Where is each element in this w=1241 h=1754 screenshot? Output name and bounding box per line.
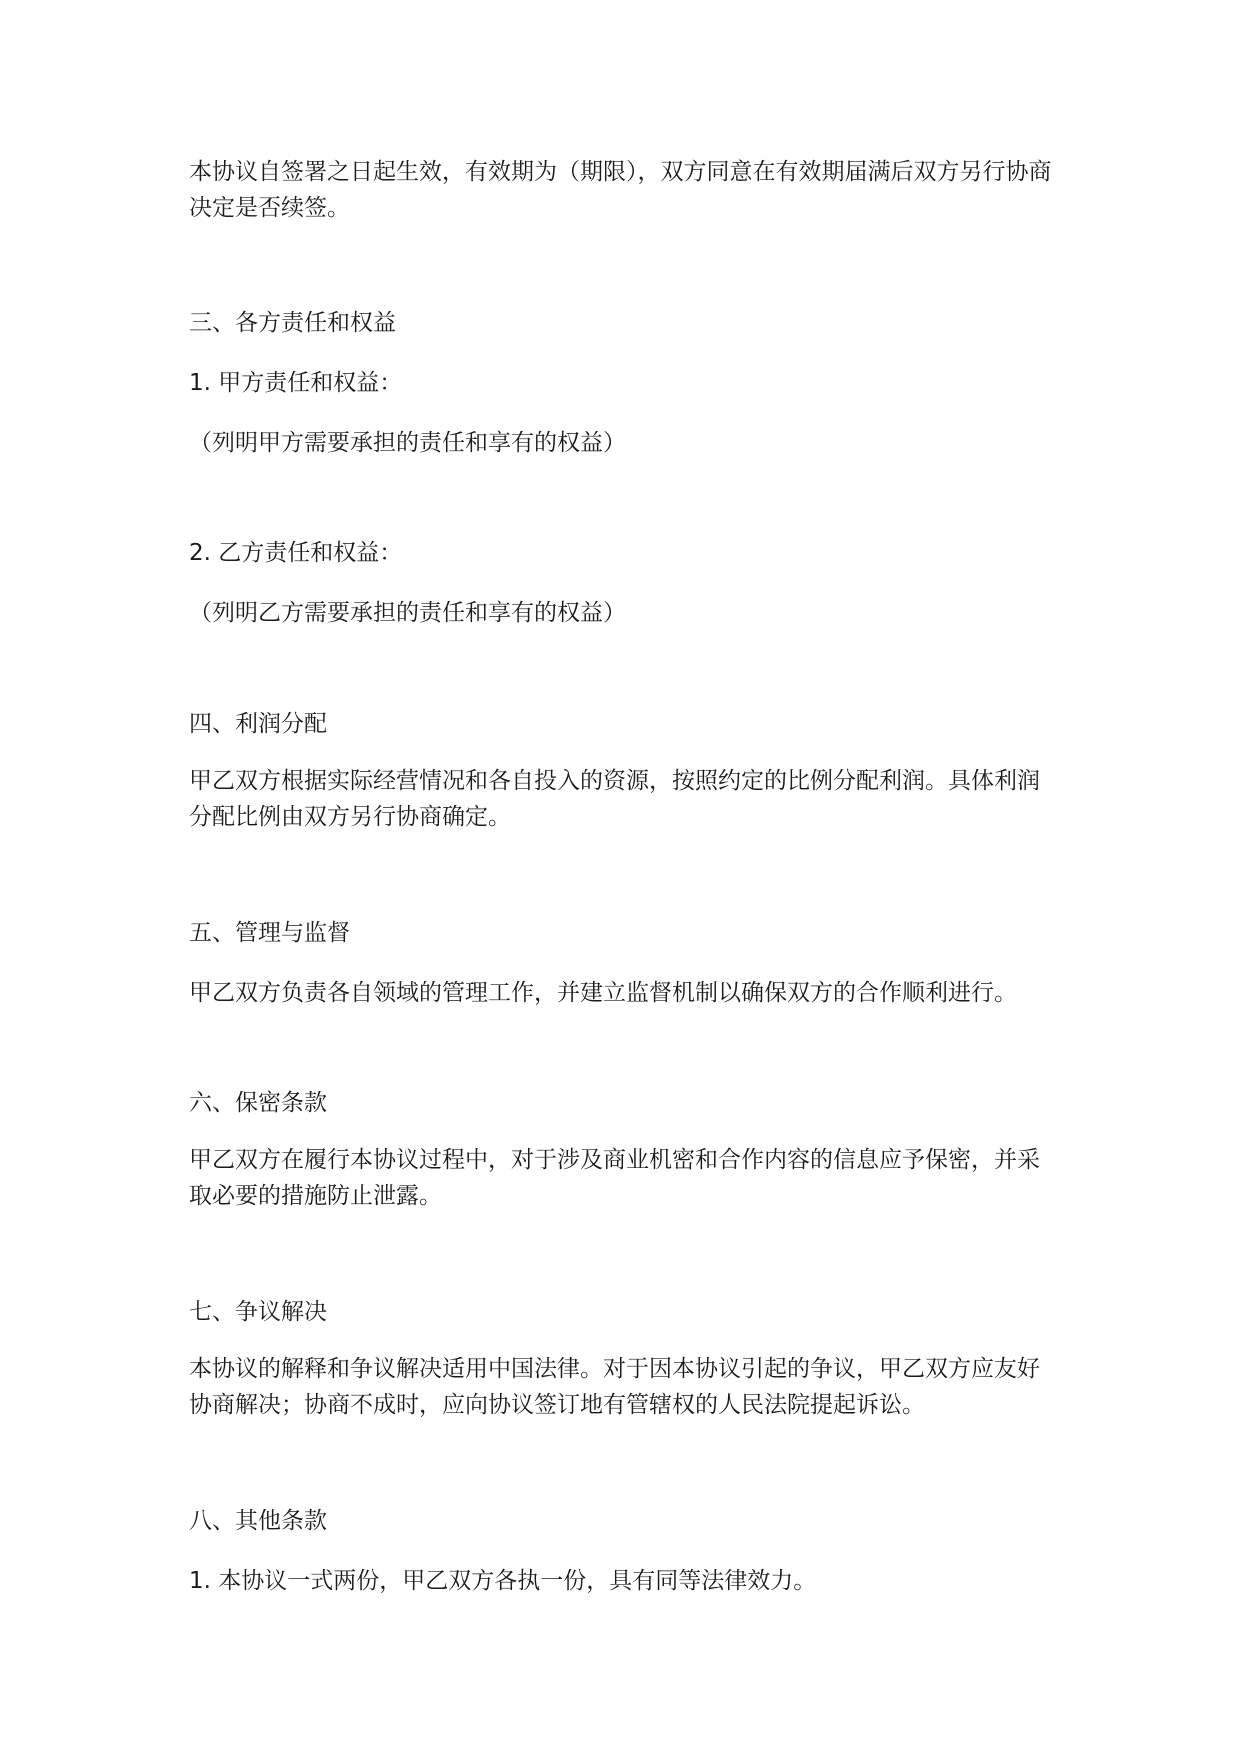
section-3-item-2-text: （列明乙方需要承担的责任和享有的权益） xyxy=(189,600,626,626)
section-3-item-1-text: （列明甲方需要承担的责任和享有的权益） xyxy=(189,430,626,456)
section-6-body: 甲乙双方在履行本协议过程中，对于涉及商业机密和合作内容的信息应予保密，并采取必要的措施防止泄露。 xyxy=(189,1147,1040,1209)
section-8-item-1: 1. 本协议一式两份，甲乙双方各执一份，具有同等法律效力。 xyxy=(189,1568,817,1594)
section-6-heading: 六、保密条款 xyxy=(189,1090,327,1116)
section-4-body: 甲乙双方根据实际经营情况和各自投入的资源，按照约定的比例分配利润。具体利润分配比例由双方另行协商确定。 xyxy=(189,768,1040,830)
section-3-item-1-label: 1. 甲方责任和权益： xyxy=(189,370,403,396)
section-4-heading: 四、利润分配 xyxy=(189,711,327,737)
section-7-body: 本协议的解释和争议解决适用中国法律。对于因本协议引起的争议，甲乙双方应友好协商解决；协商不成时，应向协议签订地有管辖权的人民法院提起诉讼。 xyxy=(189,1356,1040,1418)
section-7-heading: 七、争议解决 xyxy=(189,1299,327,1325)
section-5-heading: 五、管理与监督 xyxy=(189,920,350,946)
section-3-item-2-label: 2. 乙方责任和权益： xyxy=(189,540,403,566)
section-3-heading: 三、各方责任和权益 xyxy=(189,310,396,336)
section-5-body: 甲乙双方负责各自领域的管理工作，并建立监督机制以确保双方的合作顺利进行。 xyxy=(189,980,1017,1006)
validity-paragraph: 本协议自签署之日起生效，有效期为（期限），双方同意在有效期届满后双方另行协商决定是否续签。 xyxy=(189,159,1052,221)
section-8-heading: 八、其他条款 xyxy=(189,1508,327,1534)
